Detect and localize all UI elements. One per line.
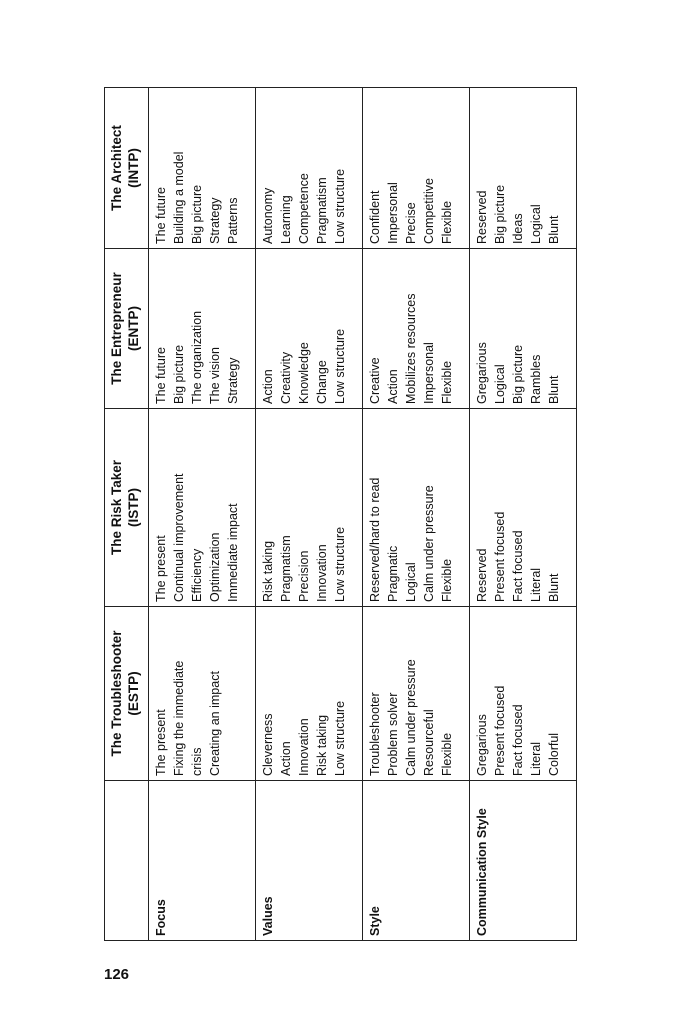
column-header-line: The Risk Taker (109, 459, 124, 556)
cell-line: The future (154, 347, 168, 404)
cell-line: Low structure (333, 328, 347, 404)
page-number: 126 (104, 966, 130, 983)
cell-line: Optimization (208, 532, 222, 602)
cell-line: Cleverness (261, 713, 275, 776)
header-row (105, 88, 149, 941)
column-header (105, 249, 149, 409)
table-row (363, 88, 470, 941)
cell-line: Immediate impact (226, 503, 240, 602)
cell-line: Flexible (440, 360, 454, 404)
cell-line: Innovation (297, 718, 311, 776)
cell-line: Low structure (333, 168, 347, 244)
row-label: Focus (149, 781, 256, 941)
cell-line: Flexible (440, 200, 454, 244)
cell-line: Fact focused (511, 704, 525, 776)
table-body (149, 88, 577, 941)
cell-line: Troubleshooter (368, 692, 382, 776)
cell-line: Precise (404, 202, 418, 244)
cell-line: Fixing the immediate (172, 660, 186, 776)
cell-line: Calm under pressure (404, 659, 418, 776)
cell-line: Fact focused (511, 530, 525, 602)
cell-line: Pragmatism (279, 535, 293, 602)
cell-line: Blunt (547, 215, 561, 244)
cell-line: The present (154, 709, 168, 776)
column-header-line: The Architect (109, 125, 124, 211)
cell-line: Creating an impact (208, 671, 222, 776)
column-header (105, 607, 149, 781)
cell-line: Pragmatic (386, 545, 400, 602)
cell-line: Ideas (511, 213, 525, 244)
table-cell (363, 409, 470, 607)
table-cell (256, 88, 363, 249)
cell-line: The organization (190, 310, 204, 404)
table-cell (256, 607, 363, 781)
table-wrap (104, 88, 577, 941)
column-header-line: (INTP) (126, 148, 141, 188)
cell-line: Big picture (511, 344, 525, 404)
cell-line: Gregarious (475, 342, 489, 404)
cell-line: Creativity (279, 351, 293, 404)
cell-line: Knowledge (297, 342, 311, 404)
table-cell (363, 607, 470, 781)
cell-line: Big picture (172, 344, 186, 404)
table-cell (149, 409, 256, 607)
cell-line: The present (154, 535, 168, 602)
cell-line: Learning (279, 195, 293, 244)
cell-line: Risk taking (261, 540, 275, 602)
cell-line: Action (279, 741, 293, 776)
cell-line: Literal (529, 567, 543, 602)
column-header-line: (ESTP) (126, 671, 141, 716)
table-cell (149, 249, 256, 409)
cell-line: Low structure (333, 526, 347, 602)
cell-line: Creative (368, 357, 382, 404)
header-corner (105, 781, 149, 941)
cell-line: Strategy (226, 357, 240, 404)
column-header-line: (ISTP) (126, 488, 141, 527)
cell-line: Calm under pressure (422, 485, 436, 602)
table-cell (149, 88, 256, 249)
row-label: Values (256, 781, 363, 941)
cell-line: Reserved (475, 548, 489, 602)
table-cell (470, 607, 577, 781)
table-cell (256, 249, 363, 409)
cell-line: Confident (368, 190, 382, 244)
cell-line: Innovation (315, 544, 329, 602)
personality-table (104, 87, 577, 941)
cell-line: Present focused (493, 511, 507, 602)
cell-line: Literal (529, 741, 543, 776)
cell-line: Autonomy (261, 187, 275, 244)
cell-line: Patterns (226, 197, 240, 244)
cell-line: Logical (493, 364, 507, 404)
cell-line: The vision (208, 347, 222, 404)
cell-line: Risk taking (315, 714, 329, 776)
table-cell (470, 409, 577, 607)
cell-line: Action (261, 369, 275, 404)
cell-line: The future (154, 187, 168, 244)
cell-line: Change (315, 360, 329, 404)
table-row (470, 88, 577, 941)
cell-line: Competitive (422, 178, 436, 244)
cell-line: Efficiency (190, 548, 204, 602)
cell-line: Reserved (475, 190, 489, 244)
table-cell (256, 409, 363, 607)
cell-line: Gregarious (475, 714, 489, 776)
cell-line: Impersonal (386, 182, 400, 244)
cell-line: Logical (404, 562, 418, 602)
table-cell (363, 249, 470, 409)
row-label: Communication Style (470, 781, 577, 941)
cell-line: Mobilizes resources (404, 293, 418, 404)
table-cell (470, 249, 577, 409)
cell-line: Low structure (333, 700, 347, 776)
cell-line: Competence (297, 173, 311, 244)
cell-line: Resourceful (422, 709, 436, 776)
row-label: Style (363, 781, 470, 941)
cell-line: crisis (190, 747, 204, 776)
cell-line: Flexible (440, 558, 454, 602)
cell-line: Big picture (190, 184, 204, 244)
column-header (105, 88, 149, 249)
table-row (149, 88, 256, 941)
column-header-line: The Troubleshooter (109, 630, 124, 757)
table-cell (470, 88, 577, 249)
cell-line: Action (386, 369, 400, 404)
cell-line: Logical (529, 204, 543, 244)
cell-line: Impersonal (422, 342, 436, 404)
cell-line: Continual improvement (172, 473, 186, 602)
cell-line: Rambles (529, 354, 543, 404)
cell-line: Big picture (493, 184, 507, 244)
cell-line: Strategy (208, 197, 222, 244)
cell-line: Colorful (547, 732, 561, 776)
table-cell (363, 88, 470, 249)
cell-line: Flexible (440, 732, 454, 776)
table-cell (149, 607, 256, 781)
rotated-table-region (104, 88, 577, 941)
column-header (105, 409, 149, 607)
cell-line: Reserved/hard to read (368, 477, 382, 602)
cell-line: Blunt (547, 573, 561, 602)
table-row (256, 88, 363, 941)
column-header-line: (ENTP) (126, 306, 141, 351)
cell-line: Precision (297, 550, 311, 602)
cell-line: Present focused (493, 685, 507, 776)
cell-line: Problem solver (386, 692, 400, 776)
cell-line: Building a model (172, 151, 186, 244)
cell-line: Pragmatism (315, 177, 329, 244)
cell-line: Blunt (547, 375, 561, 404)
column-header-line: The Entrepreneur (109, 272, 124, 385)
